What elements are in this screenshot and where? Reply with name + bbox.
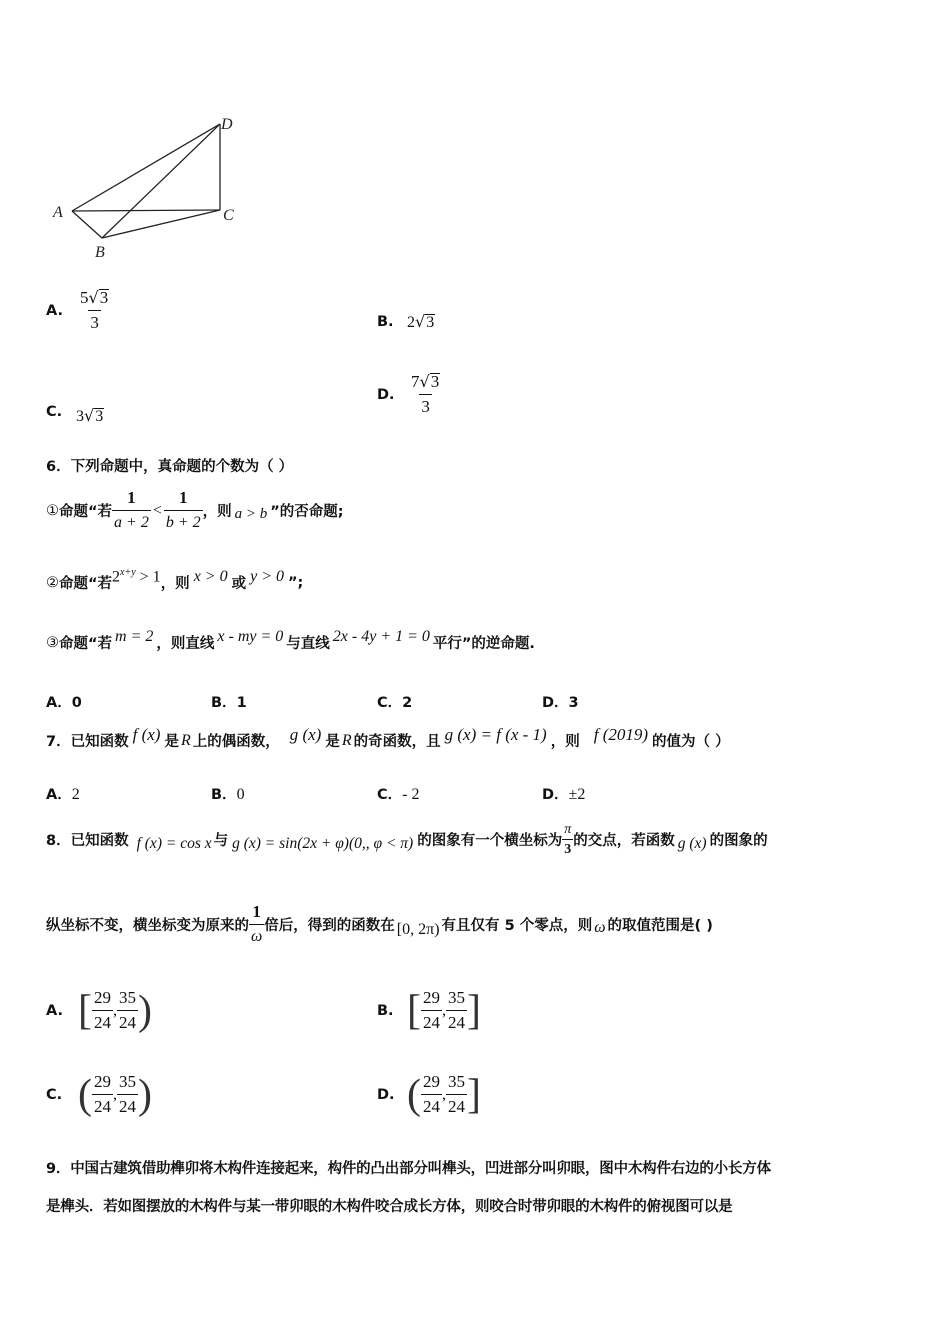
q6-statement-1: ① 命题“若 $\frac{1}{a + 2}$ < $\frac{1}{b + 2}$ ，则 a > b ”的否命题;: [46, 488, 344, 531]
edge-AC: [72, 210, 220, 211]
q8-omega-fraction: $\frac{1}{\omega}$: [251, 902, 263, 945]
label-D: D: [221, 116, 233, 133]
q8-stem-line1: 8．已知函数 f (x) = cos x 与 g (x) = sin(2x + φ)(0,, φ < π) 的图象有一个横坐标为 $\frac{\pi}{3}$ 的交点，若函数 g (x) 的图象的: [46, 822, 768, 857]
q5-c-value: 3√3: [76, 406, 104, 425]
q6-option-a[interactable]: A．0: [46, 695, 82, 711]
geometry-figure: [40, 100, 260, 270]
q6-option-b[interactable]: B．1: [211, 695, 247, 711]
q6-fraction-2: $\frac{1}{b + 2}$: [165, 488, 201, 531]
q8-option-a[interactable]: A. [ $\frac{29}{24}$ , $\frac{35}{24}$ ): [46, 987, 152, 1034]
q6-statement-2: ② 命题“若 $2^{x+y} > 1$ ，则 x > 0 或 y > 0 ”;: [46, 566, 304, 592]
q8-option-d[interactable]: D. ( $\frac{29}{24}$ , $\frac{35}{24}$ ]: [377, 1071, 481, 1118]
q6-stem: 6．下列命题中，真命题的个数为（ ）: [46, 459, 294, 475]
q8-pi-fraction: $\frac{\pi}{3}$: [564, 822, 572, 857]
q6-options: [46, 691, 646, 711]
option-label: D.: [377, 386, 395, 403]
q7-stem: 7．已知函数 f (x) 是 R 上的偶函数， g (x) 是 R 的奇函数，且 g (x) = f (x - 1) ，则 f (2019) 的值为（ ）: [46, 724, 730, 750]
q6-option-d[interactable]: D．3: [542, 695, 579, 711]
q5-b-value: 2√3: [407, 312, 435, 331]
label-B: B: [95, 244, 105, 261]
option-label: C.: [46, 404, 63, 420]
q5-option-c[interactable]: [46, 398, 104, 426]
q7-option-a[interactable]: A．2: [46, 786, 80, 803]
edge-AB: [72, 211, 102, 238]
q5-a-fraction: $\frac{5√3}{3}$: [80, 288, 109, 332]
option-label: A.: [46, 302, 63, 319]
q6-statement-3: ③ 命题“若 m = 2 ，则直线 x - my = 0 与直线 2x - 4y + 1 = 0 平行”的逆命题.: [46, 627, 535, 652]
q7-option-d[interactable]: D．±2: [542, 786, 586, 803]
q5-option-b[interactable]: [377, 312, 435, 332]
edge-AD: [72, 124, 220, 211]
label-C: C: [223, 207, 234, 224]
q9-stem-line1: 9．中国古建筑借助榫卯将木构件连接起来，构件的凸出部分叫榫头，凹进部分叫卯眼，图中木构件右边的小长方体: [46, 1161, 771, 1177]
q8-option-c[interactable]: C. ( $\frac{29}{24}$ , $\frac{35}{24}$ ): [46, 1071, 152, 1118]
q5-d-fraction: $\frac{7√3}{3}$: [411, 372, 440, 416]
q8-option-b[interactable]: B. [ $\frac{29}{24}$ , $\frac{35}{24}$ ]: [377, 987, 481, 1034]
option-label: B.: [377, 314, 394, 330]
q8-stem-line2: 纵坐标不变，横坐标变为原来的 $\frac{1}{\omega}$ 倍后，得到的函数在 [0, 2π) 有且仅有 5 个零点，则 ω 的取值范围是( ): [46, 902, 713, 945]
edge-BD: [102, 124, 220, 238]
q5-option-a[interactable]: [46, 288, 111, 333]
label-A: A: [53, 204, 63, 221]
q7-option-c[interactable]: C．- 2: [377, 786, 420, 803]
q6-option-c[interactable]: C．2: [377, 695, 413, 711]
q5-option-d[interactable]: [377, 372, 442, 417]
q7-options: [46, 783, 646, 803]
q9-stem-line2: 是榫头．若如图摆放的木构件与某一带卯眼的木构件咬合成长方体，则咬合时带卯眼的木构件的俯视图可以是: [46, 1199, 733, 1215]
q6-fraction-1: $\frac{1}{a + 2}$: [114, 488, 149, 531]
edge-BC: [102, 210, 220, 238]
q7-option-b[interactable]: B．0: [211, 786, 245, 803]
